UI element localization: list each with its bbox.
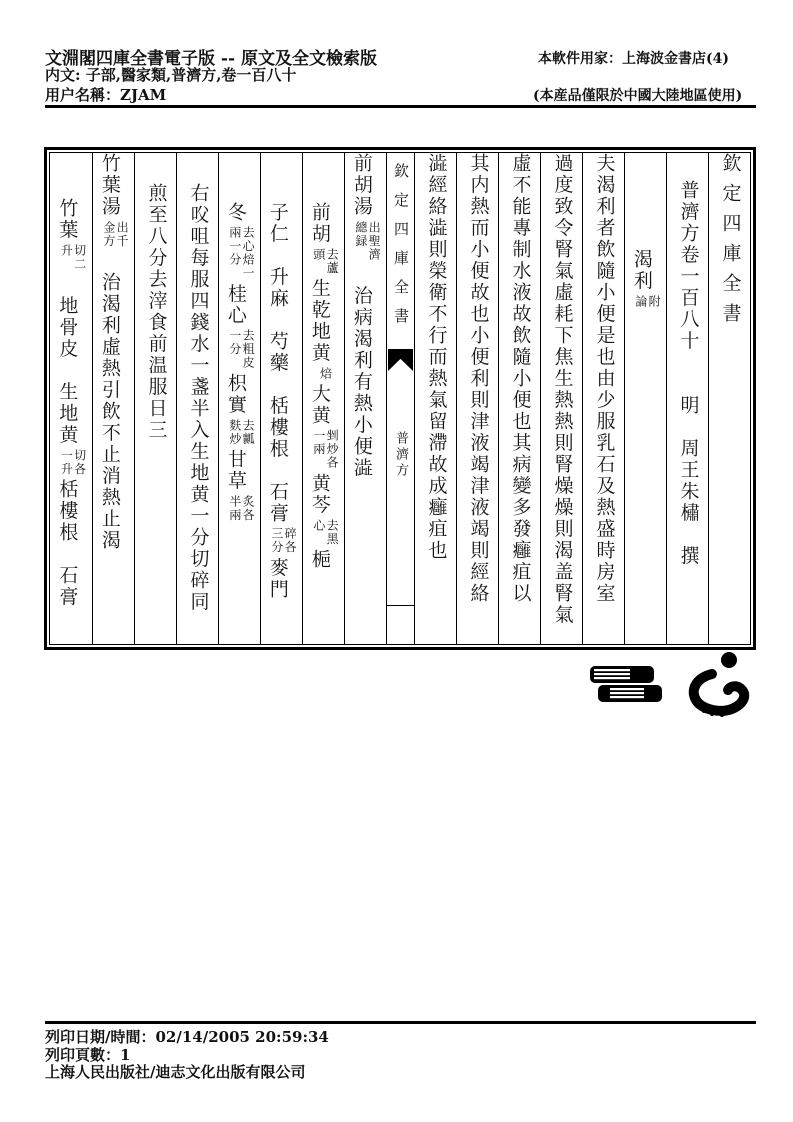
- book-page-frame: [44, 147, 756, 650]
- username: 用户名稱：ZJAM: [45, 86, 167, 104]
- print-pages-label: 列印頁數：: [45, 1046, 121, 1064]
- text-run: 普濟方卷一百八十 明 周王朱橚 撰: [677, 180, 700, 568]
- annotation-line: 三分: [269, 527, 284, 555]
- annotation-line: 頭: [311, 247, 326, 262]
- column-text: [631, 153, 660, 644]
- text-run: 冬: [224, 201, 247, 224]
- body-text-column-3: [498, 153, 540, 644]
- annotation-line: 炙各: [241, 494, 256, 522]
- section-heading-column: [624, 153, 666, 644]
- inline-annotation: [270, 527, 296, 554]
- inline-annotation: [312, 248, 338, 275]
- annotation-line: 麩炒: [227, 418, 242, 446]
- inline-annotation: [318, 367, 331, 381]
- app-title: 文淵閣四庫全書電子版 -- 原文及全文檢索版: [45, 49, 377, 69]
- inline-annotation: [634, 295, 660, 309]
- ingredients-column-3: [218, 153, 260, 644]
- column-text: [468, 153, 488, 644]
- column-text: [678, 153, 698, 644]
- column-text: [267, 153, 296, 644]
- column-text: [309, 153, 338, 644]
- text-run: 夫渴利者飲隨小便是也由少服乳石及熱盛時房室: [593, 153, 616, 605]
- annotation-line: 一升: [59, 448, 74, 476]
- text-run: 治渴利虛熱引飲不止消熱止渴: [98, 250, 121, 552]
- licensed-user: 本軟件用家：上海波金書店(4): [538, 51, 729, 67]
- print-datetime-label: 列印日期/時間：: [45, 1028, 156, 1046]
- inline-annotation: [59, 449, 85, 476]
- column-text: [720, 153, 740, 644]
- spine-top-label: 欽定四庫全書: [392, 163, 410, 337]
- inline-annotation: [228, 419, 254, 446]
- text-run: 煎至八分去滓食前温服日三: [145, 182, 168, 441]
- spine-divider-line: [387, 605, 414, 606]
- instructions-column-1: [176, 153, 218, 644]
- body-text-column-5: [414, 153, 456, 644]
- text-run: 竹葉湯: [98, 153, 121, 218]
- column-text: [99, 153, 128, 644]
- column-text: [56, 153, 85, 644]
- annotation-line: 碎各: [283, 527, 298, 555]
- volume-title-column: [666, 153, 708, 644]
- annotation-line: 論: [633, 295, 648, 309]
- text-run: 過度致令腎氣虛耗下焦生熱熱則腎燥燥則渴盖腎氣: [551, 153, 574, 626]
- annotation-line: 剉炒各: [325, 429, 340, 470]
- column-text: [426, 153, 446, 644]
- body-text-column-2: [540, 153, 582, 644]
- publisher: 上海人民出版社/迪志文化出版有限公司: [45, 1063, 306, 1081]
- annotation-line: 總録: [353, 220, 368, 248]
- annotation-line: 半兩: [227, 494, 242, 522]
- spine-column: [386, 153, 414, 644]
- header-divider: [45, 105, 756, 108]
- column-text: [351, 153, 380, 644]
- inline-annotation: [228, 329, 254, 370]
- column-text: [510, 153, 530, 644]
- fishtail-mark-icon: [388, 349, 413, 371]
- body-text-column-1: [582, 153, 624, 644]
- text-run: 前胡湯: [350, 153, 373, 218]
- recipe-title-column-qianhutang: [344, 153, 386, 644]
- text-run: 治病渴利有熱小便澁: [350, 264, 373, 479]
- text-run: 麥門: [266, 557, 289, 601]
- text-run: 桂心: [224, 283, 247, 327]
- annotation-line: 出聖濟: [367, 220, 382, 261]
- text-run: 生乾地黄: [308, 277, 331, 364]
- inline-annotation: [312, 429, 338, 470]
- inline-annotation: [228, 495, 254, 522]
- annotation-line: 去瓤: [241, 418, 256, 446]
- region-restriction-note: (本産品僅限於中國大陸地區使用): [533, 88, 743, 104]
- annotation-line: 兩一分: [227, 226, 242, 267]
- brush-calligraphy-logo-icon: [682, 650, 756, 727]
- text-run: 黄芩: [308, 472, 331, 516]
- column-text: [225, 153, 254, 644]
- text-run: 前胡: [308, 201, 331, 245]
- text-run: 其内熱而小便故也小便利則津液竭津液竭則經絡: [467, 153, 490, 605]
- footer-divider: [45, 1021, 756, 1024]
- banner-column: [708, 153, 750, 644]
- recipe-title-column-zhuyetang: [92, 153, 134, 644]
- annotation-line: 一兩: [311, 429, 326, 457]
- annotation-line: 去黑: [325, 518, 340, 546]
- text-run: 澁經絡澁則榮衛不行而熱氣留滯故成癰疽也: [425, 153, 448, 562]
- book-page-inner-border: [49, 152, 751, 645]
- text-run: 枳實: [224, 372, 247, 416]
- inline-annotation: [312, 519, 338, 546]
- inline-annotation: [354, 221, 380, 262]
- annotation-line: 切各: [72, 448, 87, 476]
- ingredients-column-4: [50, 153, 92, 644]
- text-run: 栝樓根 石膏: [56, 478, 79, 608]
- column-text: [594, 153, 614, 644]
- column-text: [188, 153, 208, 644]
- text-run: 竹葉: [56, 197, 79, 241]
- text-run: 虛不能專制水液故飲隨小便也其病變多發癰疽以: [509, 153, 532, 605]
- annotation-line: 去心焙一: [241, 226, 256, 281]
- book-columns: [50, 153, 750, 644]
- annotation-line: 金方: [101, 220, 116, 248]
- text-run: 梔: [308, 548, 331, 571]
- annotation-line: 出千: [115, 220, 130, 248]
- inline-annotation: [59, 244, 85, 271]
- body-text-column-4: [456, 153, 498, 644]
- ingredients-column-2: [260, 153, 302, 644]
- text-run: 右㕮咀每服四錢水一盞半入生地黄一分切碎同: [187, 182, 210, 613]
- column-text: [146, 153, 166, 644]
- annotation-line: 附: [647, 295, 662, 309]
- print-datetime-value: 02/14/2005 20:59:34: [155, 1028, 329, 1046]
- annotation-line: 心: [311, 518, 326, 533]
- inline-annotation: [102, 221, 128, 248]
- text-run: 地骨皮 生地黄: [56, 273, 79, 446]
- annotation-line: 焙: [318, 366, 333, 381]
- text-run: 渴利: [630, 249, 653, 293]
- annotation-line: 切二: [72, 243, 87, 271]
- annotation-line: 一分: [227, 329, 242, 357]
- annotation-line: 去蘆: [325, 247, 340, 275]
- instructions-column-2: [134, 153, 176, 644]
- column-text: [552, 153, 572, 644]
- annotation-line: 去粗皮: [241, 329, 256, 370]
- spine-book-label: 普濟方: [393, 431, 408, 479]
- text-run: 欽定四庫全書: [719, 153, 742, 333]
- text-run: 子仁 升麻 芍藥 栝樓根 石膏: [266, 201, 289, 525]
- breadcrumb: 内文: 子部,醫家類,普濟方,卷一百八十: [45, 66, 297, 84]
- ingredients-column-1: [302, 153, 344, 644]
- books-stack-icon: [586, 662, 664, 713]
- inline-annotation: [228, 226, 254, 280]
- text-run: 大黄: [308, 383, 331, 427]
- text-run: 甘草: [224, 448, 247, 492]
- print-pages-value: 1: [120, 1046, 131, 1064]
- annotation-line: 升: [59, 243, 74, 258]
